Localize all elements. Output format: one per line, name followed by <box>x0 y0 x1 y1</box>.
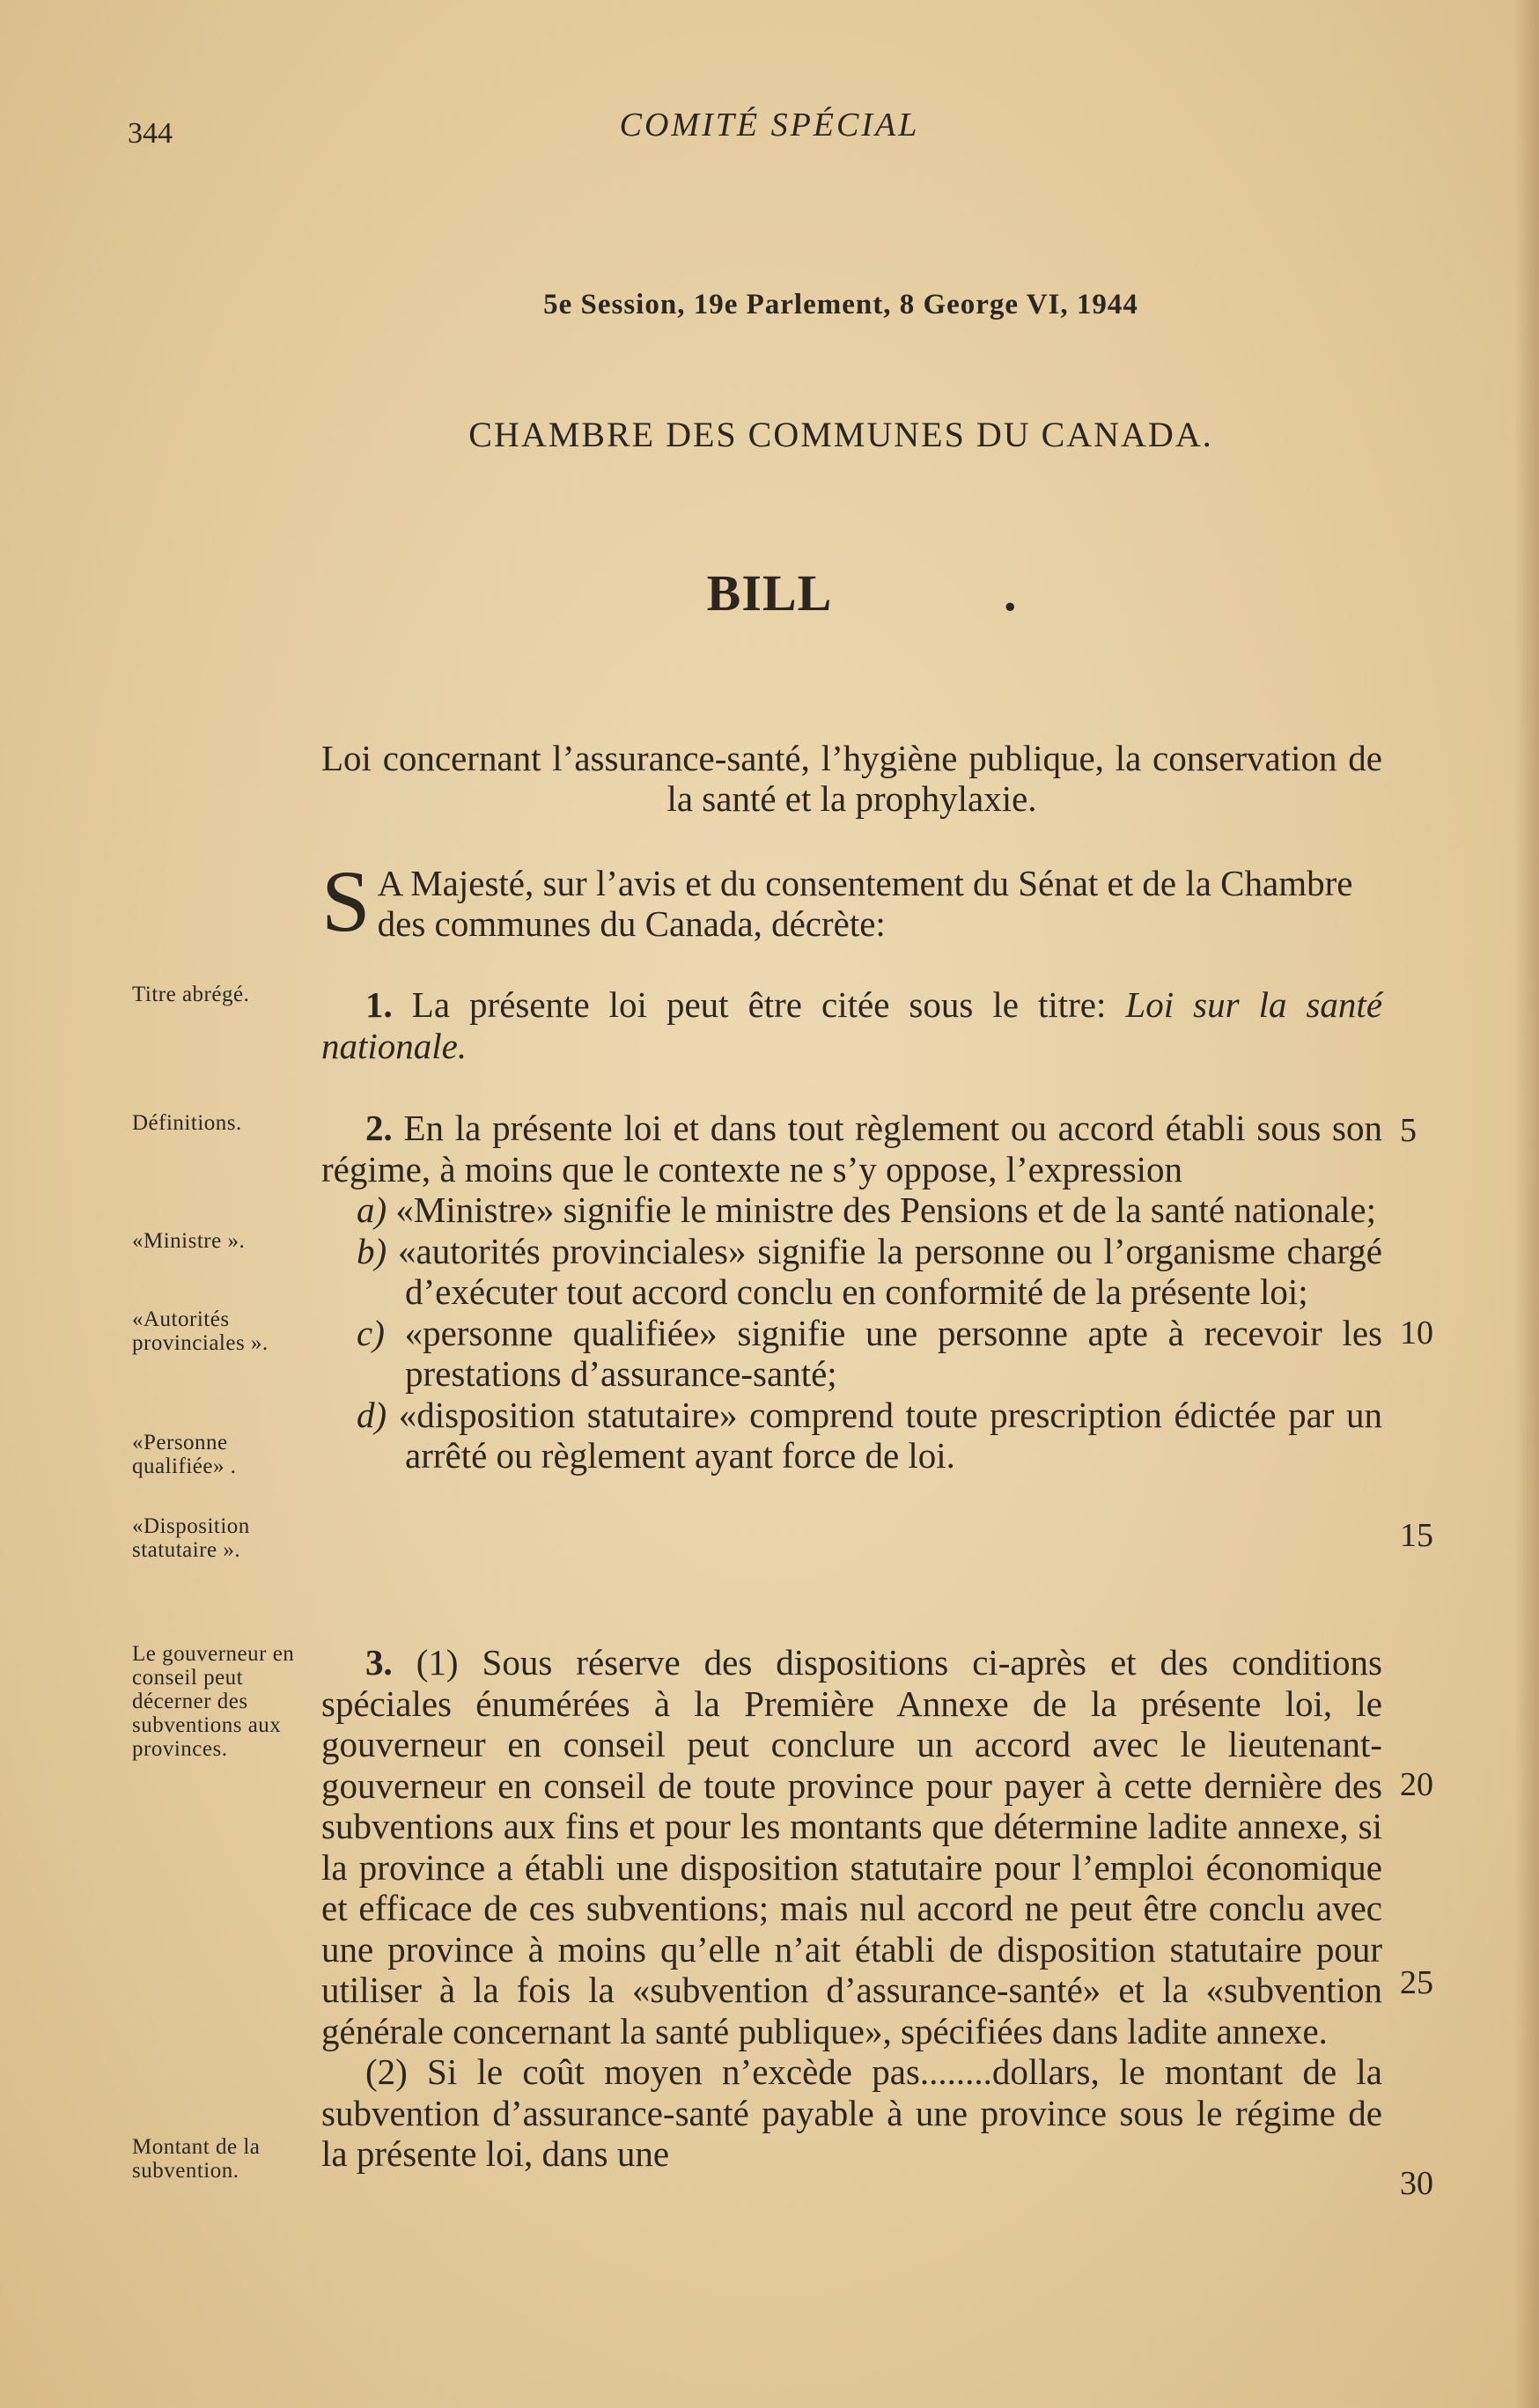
definition-b <box>321 1231 1382 1313</box>
clause-2-number: 2. <box>365 1108 393 1148</box>
clause-1-text: La présente loi peut être citée sous le titre: <box>411 984 1107 1025</box>
definition-b-text: «autorités provinciales» signifie la personne ou l’organisme chargé d’exécuter tout accord conclu en conformité de la présente loi; <box>398 1230 1382 1312</box>
definition-c-text: «personne qualifiée» signifie une personne apte à recevoir les prestations d’assurance-santé; <box>404 1312 1383 1394</box>
clause-3-para-1: (1) Sous réserve des dispositions ci-après et des conditions spéciales énumérées à la Première Annexe de la présente loi, le gouverneur en conseil peut conclure un accord avec le lieutenant-gouverneur en conseil de toute province pour payer à cette dernière des subventions aux fins et pour les montants que détermine ladite annexe, si la province a établi une disposition statutaire pour l’emploi économique et efficace de ces subventions; mais nul accord ne peut être conclu avec une province à moins qu’elle n’ait établi de disposition statutaire pour utiliser à la fois la «subvention d’assurance-santé» et la «subvention générale concernant la santé publique», spécifiées dans ladite annexe. <box>321 1642 1383 2051</box>
definition-d <box>321 1395 1382 1476</box>
margin-note-short-title: Titre abrégé. <box>132 983 250 1006</box>
definition-b-label: b) <box>357 1230 387 1271</box>
margin-note-disposition: «Disposition statutaire ». <box>132 1514 250 1562</box>
definition-a-text: «Ministre» signifie le ministre des Pensions et de la santé nationale; <box>395 1189 1377 1230</box>
clause-3-para-2: (2) Si le coût moyen n’excède pas........dollars, le montant de la subvention d’assurance-santé payable à une province sous le régime de la présente loi, dans une <box>321 2051 1382 2174</box>
drop-cap: S <box>321 852 371 950</box>
chamber-heading: CHAMBRE DES COMMUNES DU CANADA. <box>468 415 1213 454</box>
bill-heading: BILL <box>706 564 833 622</box>
clause-3-number: 3. <box>365 1642 393 1683</box>
definition-d-text: «disposition statutaire» comprend toute prescription édictée par un arrêté ou règlement ayant force de loi. <box>398 1394 1383 1476</box>
definition-c-label: c) <box>357 1312 385 1353</box>
line-number-5: 5 <box>1400 1112 1417 1149</box>
margin-note-ministre: «Ministre ». <box>132 1229 246 1253</box>
enacting-clause <box>321 852 1382 950</box>
margin-note-autorites: «Autorités provinciales ». <box>132 1307 269 1355</box>
margin-note-personne: «Personne qualifiée» . <box>132 1431 237 1478</box>
margin-note-definitions: Définitions. <box>132 1111 242 1135</box>
running-head: COMITÉ SPÉCIAL <box>619 107 920 144</box>
line-number-30: 30 <box>1400 2165 1433 2202</box>
clause-1-short-title: Loi sur la santé nationale. <box>321 984 1383 1066</box>
bill-number-dot: . <box>1004 564 1017 622</box>
margin-note-montant: Montant de la subvention. <box>132 2135 261 2183</box>
clause-3 <box>321 1642 1382 2175</box>
clause-1 <box>321 984 1382 1066</box>
bill-title: Loi concernant l’assurance-santé, l’hygiène publique, la conservation de la santé et la prophylaxie. <box>321 738 1382 819</box>
line-number-15: 15 <box>1400 1517 1433 1554</box>
clause-1-number: 1. <box>365 984 393 1025</box>
margin-note-gouverneur: Le gouverneur en conseil peut décerner des subventions aux provinces. <box>132 1642 295 1761</box>
page-edge-shadow <box>1514 0 1539 2408</box>
clause-2-text: En la présente loi et dans tout règlement ou accord établi sous son régime, à moins que le contexte ne s’y oppose, l’expression <box>321 1108 1383 1189</box>
clause-2 <box>321 1108 1382 1476</box>
line-number-20: 20 <box>1400 1766 1433 1803</box>
definition-c <box>321 1313 1382 1395</box>
definition-a-label: a) <box>357 1189 387 1230</box>
session-line: 5e Session, 19e Parlement, 8 George VI, 1944 <box>543 289 1138 320</box>
definition-a <box>321 1189 1382 1231</box>
page-number: 344 <box>128 117 173 150</box>
line-number-10: 10 <box>1400 1314 1433 1351</box>
line-number-25: 25 <box>1400 1964 1433 2001</box>
enacting-text: A Majesté, sur l’avis et du consentement du Sénat et de la Chambre des communes du Canada, décrète: <box>377 863 1353 944</box>
definition-d-label: d) <box>357 1394 387 1435</box>
